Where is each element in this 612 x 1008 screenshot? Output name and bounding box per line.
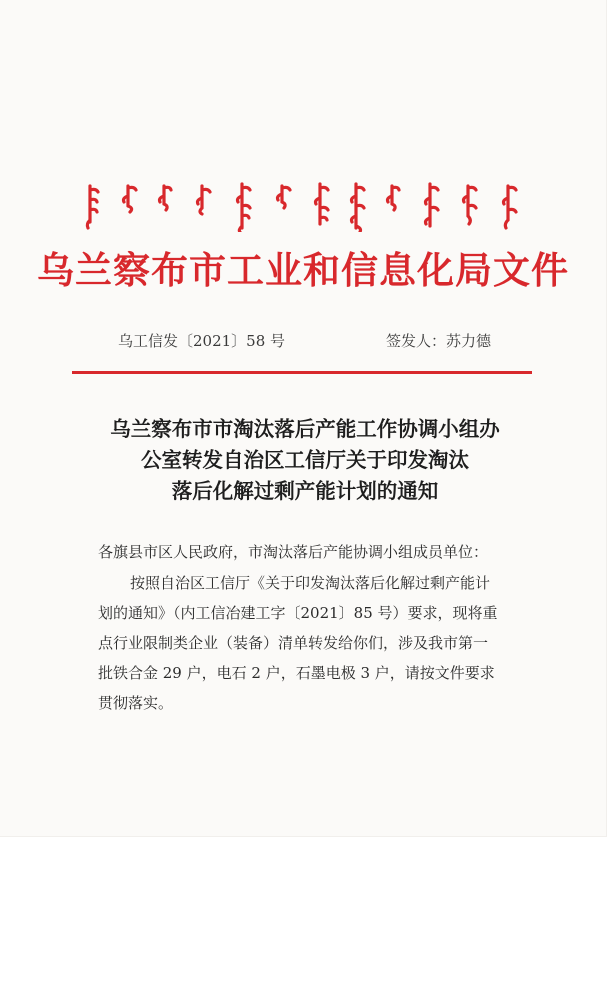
body-line: 批铁合金 29 户，电石 2 户，石墨电极 3 户，请按文件要求: [98, 664, 495, 682]
mongolian-script-graphic: [84, 182, 524, 232]
document-title-line: 落后化解过剩产能计划的通知: [171, 479, 439, 503]
document-number: 乌工信发〔2021〕58 号: [118, 332, 286, 350]
body-line: 按照自治区工信厅《关于印发淘汰落后化解过剩产能计: [130, 574, 491, 592]
body-line: 点行业限制类企业（装备）清单转发给你们，涉及我市第一: [98, 634, 489, 652]
body-line: 划的通知》（内工信冶建工字〔2021〕85 号）要求，现将重: [98, 604, 498, 622]
salutation: 各旗县市区人民政府，市淘汰落后产能协调小组成员单位：: [98, 543, 489, 561]
document-title-line: 乌兰察布市市淘汰落后产能工作协调小组办: [110, 417, 500, 441]
document-title-line: 公室转发自治区工信厅关于印发淘汰: [141, 448, 469, 472]
body-line: 贯彻落实。: [98, 694, 174, 712]
body-paragraph: [98, 568, 518, 718]
document-title: [100, 414, 510, 507]
mongolian-script-heading: [84, 182, 524, 232]
signer: 签发人：苏力德: [386, 332, 492, 350]
issuing-organization-title: 乌兰察布市工业和信息化局文件: [37, 248, 569, 292]
red-divider-line: [72, 371, 532, 374]
